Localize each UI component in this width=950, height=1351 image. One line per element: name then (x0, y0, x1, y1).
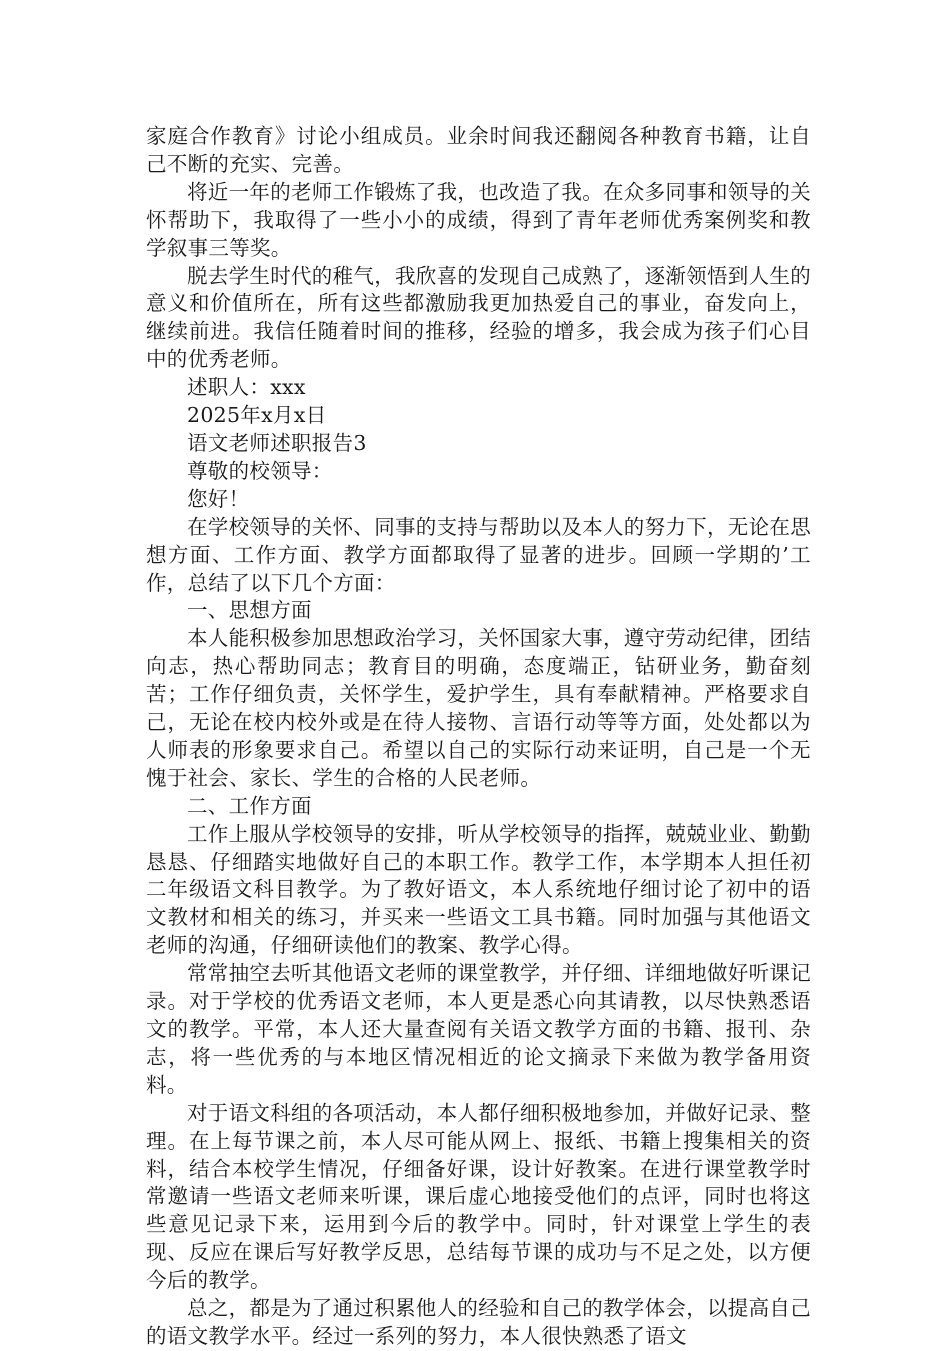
paragraph: 在学校领导的关怀、同事的支持与帮助以及本人的努力下，无论在思想方面、工作方面、教学方面都取得了显著的进步。回顾一学期的’工作，总结了以下几个方面： (146, 514, 811, 595)
reporter-signature: 述职人：xxx (187, 375, 306, 400)
paragraph: 脱去学生时代的稚气，我欣喜的发现自己成熟了，逐渐领悟到人生的意义和价值所在，所有这些都激励我更加热爱自己的事业，奋发向上，继续前进。我信任随着时间的推移，经验的增多，我会成为孩子们心目中的优秀老师。 (146, 263, 811, 372)
paragraph: 将近一年的老师工作锻炼了我，也改造了我。在众多同事和领导的关怀帮助下，我取得了一些小小的成绩，得到了青年老师优秀案例奖和教学叙事三等奖。 (146, 179, 811, 260)
report-date: 2025年x月x日 (187, 403, 327, 428)
paragraph: 本人能积极参加思想政治学习，关怀国家大事，遵守劳动纪律，团结向志，热心帮助同志；教育目的明确，态度端正，钻研业务，勤奋刻苦；工作仔细负责，关怀学生，爱护学生，具有奉献精神。严格要求自己，无论在校内校外或是在待人接物、言语行动等等方面，处处都以为人师表的形象要求自己。希望以自己的实际行动来证明，自己是一个无愧于社会、家长、学生的合格的人民老师。 (146, 626, 811, 790)
paragraph: 家庭合作教育》讨论小组成员。业余时间我还翻阅各种教育书籍，让自己不断的充实、完善。 (146, 124, 811, 176)
section-heading-work: 二、工作方面 (187, 793, 312, 818)
salutation: 尊敬的校领导： (187, 458, 333, 483)
report-title: 语文老师述职报告3 (187, 430, 367, 455)
paragraph: 常常抽空去听其他语文老师的课堂教学，并仔细、详细地做好听课记录。对于学校的优秀语文老师，本人更是悉心向其请教，以尽快熟悉语文的教学。平常，本人还大量查阅有关语文教学方面的书籍、报刊、杂志，将一些优秀的与本地区情况相近的论文摘录下来做为教学备用资料。 (146, 961, 811, 1097)
paragraph: 工作上服从学校领导的安排，听从学校领导的指挥，兢兢业业、勤勤恳恳、仔细踏实地做好自己的本职工作。教学工作，本学期本人担任初二年级语文科目教学。为了教好语文，本人系统地仔细讨论了初中的语文教材和相关的练习，并买来一些语文工具书籍。同时加强与其他语文老师的沟通，仔细研读他们的教案、教学心得。 (146, 821, 811, 958)
section-heading-thought: 一、思想方面 (187, 598, 312, 623)
greeting: 您好！ (187, 486, 250, 511)
paragraph: 总之，都是为了通过积累他人的经验和自己的教学体会，以提高自己的语文教学水平。经过一系列的努力，本人很快熟悉了语文 (146, 1296, 811, 1348)
document-body (146, 123, 811, 1351)
paragraph: 对于语文科组的各项活动，本人都仔细积极地参加，并做好记录、整理。在上每节课之前，本人尽可能从网上、报纸、书籍上搜集相关的资料，结合本校学生情况，仔细备好课，设计好教案。在进行课堂教学时常邀请一些语文老师来听课，课后虚心地接受他们的点评，同时也将这些意见记录下来，运用到今后的教学中。同时，针对课堂上学生的表现、反应在课后写好教学反思，总结每节课的成功与不足之处，以方便今后的教学。 (146, 1100, 811, 1293)
